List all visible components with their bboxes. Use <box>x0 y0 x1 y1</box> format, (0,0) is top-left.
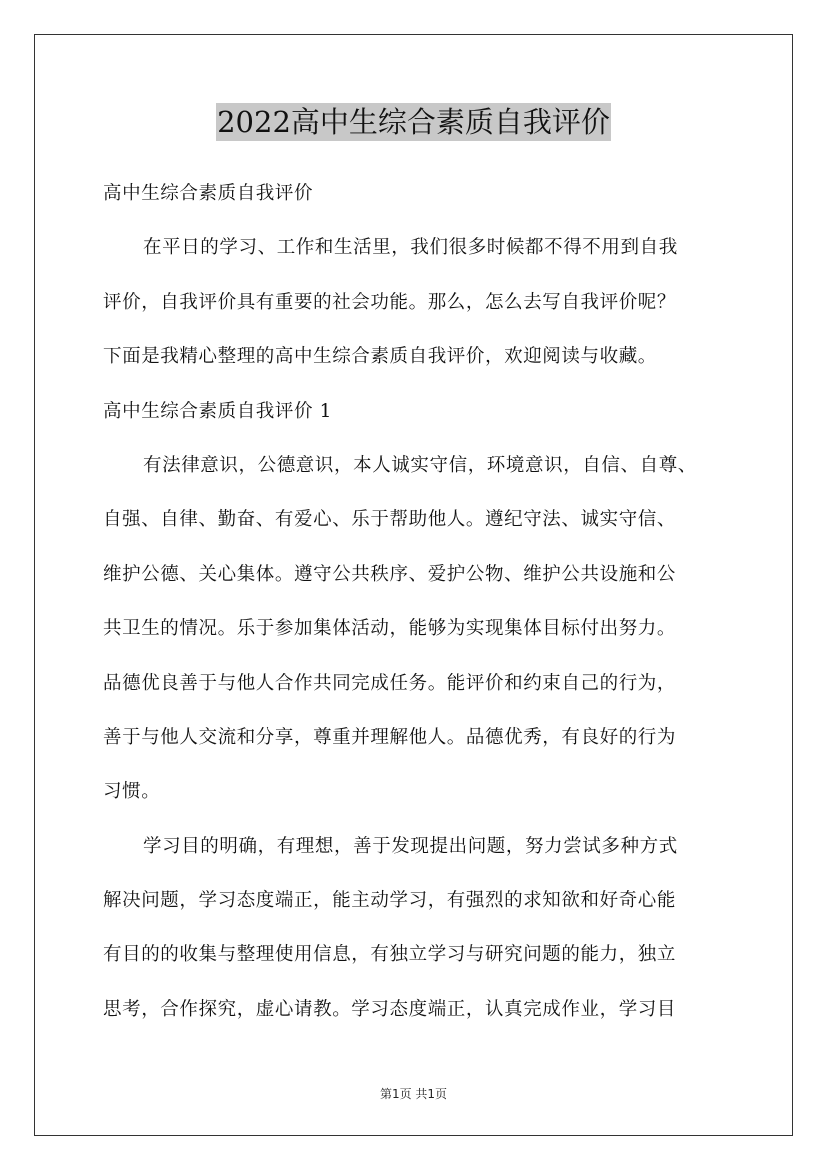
body-text-line: 思考，合作探究，虚心请教。学习态度端正，认真完成作业，学习目 <box>103 998 677 1020</box>
body-text-line: 自强、自律、勤奋、有爱心、乐于帮助他人。遵纪守法、诚实守信、 <box>103 509 677 531</box>
body-text-line: 习惯。 <box>103 781 161 803</box>
body-text-line: 解决问题，学习态度端正，能主动学习，有强烈的求知欲和好奇心能 <box>103 890 677 912</box>
body-text-line: 高中生综合素质自我评价 1 <box>103 400 332 422</box>
body-text-line: 评价，自我评价具有重要的社会功能。那么，怎么去写自我评价呢？ <box>103 291 677 313</box>
body-text-line: 有目的的收集与整理使用信息，有独立学习与研究问题的能力，独立 <box>103 944 677 966</box>
document-title-wrap <box>0 103 827 141</box>
page-number-footer: 第1页 共1页 <box>379 1087 448 1101</box>
body-text-line: 维护公德、关心集体。遵守公共秩序、爱护公物、维护公共设施和公 <box>103 563 677 585</box>
body-text-line: 善于与他人交流和分享，尊重并理解他人。品德优秀，有良好的行为 <box>103 726 677 748</box>
body-text-line: 品德优良善于与他人合作共同完成任务。能评价和约束自己的行为， <box>103 672 677 694</box>
body-text-line: 学习目的明确，有理想，善于发现提出问题，努力尝试多种方式 <box>143 835 678 857</box>
body-text-line: 高中生综合素质自我评价 <box>103 183 314 204</box>
body-text-line: 有法律意识，公德意识，本人诚实守信，环境意识，自信、自尊、 <box>143 454 697 476</box>
document-title: 2022高中生综合素质自我评价 <box>217 105 610 139</box>
body-text-line: 在平日的学习、工作和生活里，我们很多时候都不得不用到自我 <box>143 237 678 259</box>
body-text-line: 下面是我精心整理的高中生综合素质自我评价，欢迎阅读与收藏。 <box>103 346 657 368</box>
document-body <box>103 174 743 1044</box>
body-text-line: 共卫生的情况。乐于参加集体活动，能够为实现集体目标付出努力。 <box>103 618 677 640</box>
